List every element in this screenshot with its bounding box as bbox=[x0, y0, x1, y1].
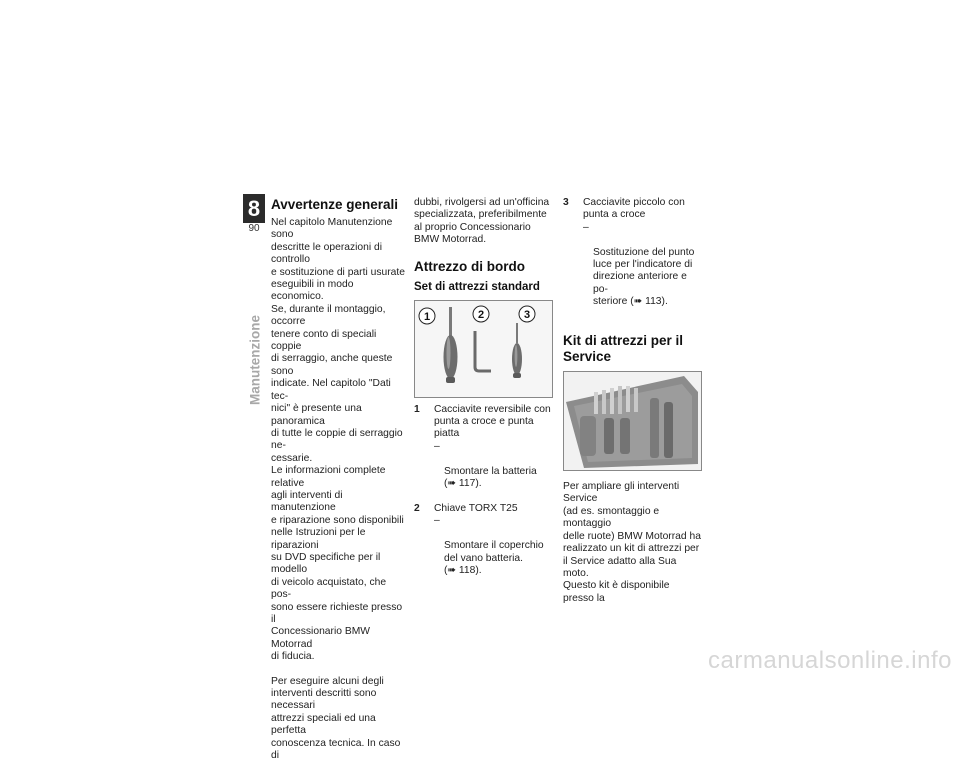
paragraph-service-kit: Per ampliare gli interventi Service (ad es. smontaggio e montaggio delle ruote) BMW Motorrad ha realizzato un kit di attrezzi per il Service adatto alla Sua moto. Questo kit è disponibile presso la bbox=[563, 481, 701, 604]
watermark: carmanualsonline.info bbox=[708, 647, 952, 674]
list-subitem bbox=[563, 222, 703, 321]
column-1 bbox=[271, 197, 407, 762]
item-text: Cacciavite piccolo con punta a croce bbox=[583, 197, 685, 221]
heading-avvertenze: Avvertenze generali bbox=[271, 197, 399, 212]
item-text: Chiave TORX T25 bbox=[434, 502, 518, 514]
heading-kit-service: Kit di attrezzi per il Service bbox=[563, 333, 684, 365]
column-3 bbox=[563, 197, 703, 605]
item-number: 2 bbox=[414, 502, 420, 514]
standard-toolkit-image bbox=[415, 301, 552, 397]
subitem-text: Smontare il coperchio del vano batteria. (➠ 118). bbox=[444, 540, 544, 576]
callout-1: 1 bbox=[423, 310, 431, 323]
paragraph-intro: Nel capitolo Manutenzione sono descritte le operazioni di controllo e sostituzione di parti usurate eseguibili in modo economico. Se, durante il montaggio, occorre tenere conto di speciali coppie di serraggio, anche queste sono indicate. Nel capitolo "Dati tec- nici" è presente una panoramica di tutte le coppie di serraggio ne- cessarie. Le informazioni complete relative agli interventi di manutenzione e riparazione sono disponibili nelle Istruzioni per le riparazioni su DVD specifiche per il modello di veicolo acquistato, che pos- sono essere richieste presso il Concessionario BMW Motorrad di fiducia. bbox=[271, 217, 405, 663]
item-text: Cacciavite reversibile con punta a croce e punta piatta bbox=[434, 403, 551, 440]
paragraph-continued: dubbi, rivolgersi ad un'officina specializzata, preferibilmente al proprio Concessionario BMW Motorrad. bbox=[414, 197, 550, 246]
heading-attrezzo-bordo: Attrezzo di bordo bbox=[414, 258, 525, 274]
standard-toolkit-figure bbox=[414, 300, 553, 398]
item-number: 1 bbox=[414, 403, 420, 415]
section-title-vertical bbox=[233, 315, 263, 405]
list-item bbox=[414, 404, 554, 441]
subheading-set-standard: Set di attrezzi standard bbox=[414, 280, 540, 293]
list-subitem bbox=[414, 515, 554, 589]
column-2 bbox=[414, 197, 554, 590]
subitem-text: Smontare la batteria (➠ 117). bbox=[444, 465, 537, 490]
list-item bbox=[563, 197, 703, 222]
paragraph-special-tools: Per eseguire alcuni degli interventi descritti sono necessari attrezzi speciali ed una perfetta conoscenza tecnica. In caso di bbox=[271, 675, 401, 762]
dash: – bbox=[434, 515, 440, 527]
page-number: 90 bbox=[248, 223, 260, 234]
item-number: 3 bbox=[563, 197, 569, 208]
list-item bbox=[414, 503, 554, 515]
callout-2: 2 bbox=[477, 308, 485, 321]
section-title-text: Manutenzione bbox=[247, 315, 263, 405]
callout-3: 3 bbox=[523, 308, 531, 321]
dash: – bbox=[434, 440, 440, 452]
dash: – bbox=[583, 221, 589, 233]
service-toolkit-image bbox=[564, 372, 701, 470]
service-toolkit-figure bbox=[563, 371, 702, 471]
list-subitem bbox=[414, 441, 554, 503]
subitem-text: Sostituzione del punto luce per l'indicatore di direzione anteriore e po- steriore (➠ 113). bbox=[593, 246, 695, 308]
chapter-number-tab: 8 bbox=[243, 194, 265, 223]
